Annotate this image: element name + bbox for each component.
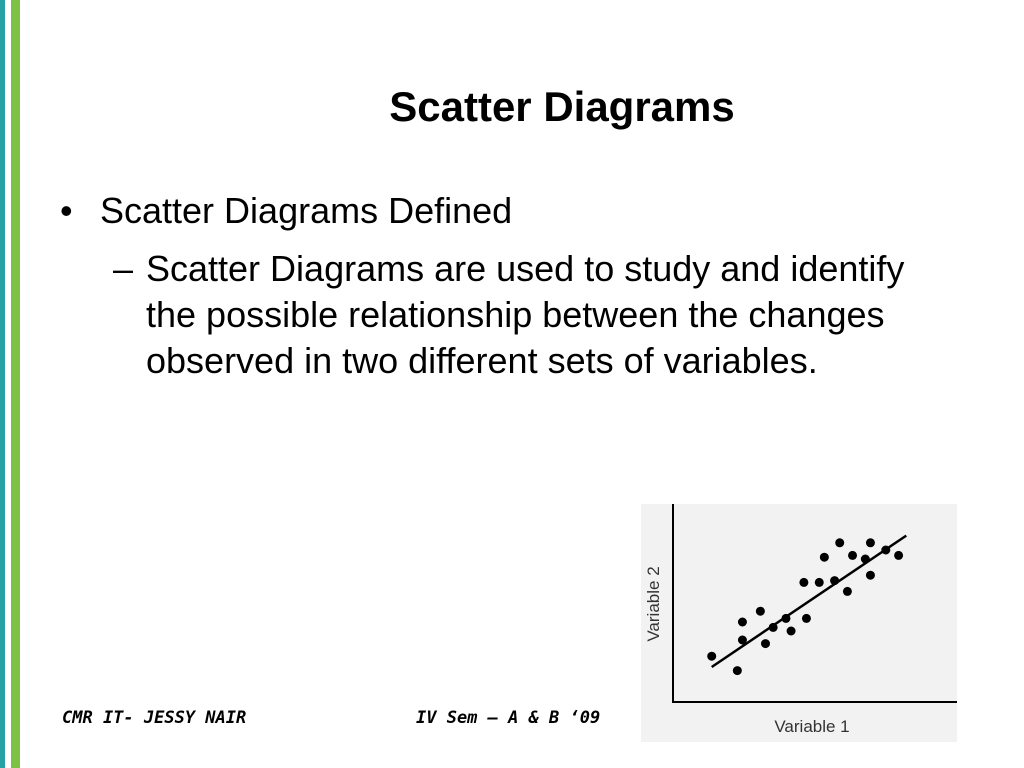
- scatter-point-2: [733, 666, 742, 675]
- footer-mid: IV Sem – A & B ‘09: [416, 708, 601, 728]
- scatter-point-10: [799, 578, 808, 587]
- bullet-text: Scatter Diagrams Defined: [100, 190, 513, 231]
- scatter-point-15: [835, 538, 844, 547]
- scatter-point-16: [843, 587, 852, 596]
- bullet-level-2: [113, 246, 953, 384]
- trend-line: [712, 536, 907, 667]
- scatter-point-21: [881, 546, 890, 555]
- scatter-point-8: [781, 614, 790, 623]
- scatter-point-5: [756, 607, 765, 616]
- scatter-point-17: [848, 551, 857, 560]
- slide-title: Scatter Diagrams: [389, 83, 735, 130]
- bullet-dot: •: [60, 190, 73, 231]
- scatter-point-19: [866, 571, 875, 580]
- x-axis-label: Variable 1: [774, 717, 850, 736]
- scatter-figure: [641, 504, 957, 742]
- scatter-chart: [641, 504, 957, 742]
- scatter-point-9: [787, 627, 796, 636]
- sub-bullet-text: Scatter Diagrams are used to study and identify the possible relationship between the changes observed in two different sets of variables.: [146, 248, 905, 381]
- scatter-point-4: [738, 618, 747, 627]
- y-axis-label: Variable 2: [644, 566, 663, 642]
- scatter-point-18: [861, 555, 870, 564]
- scatter-point-1: [707, 652, 716, 661]
- bullet-dash: –: [113, 248, 134, 289]
- footer-left: CMR IT- JESSY NAIR: [62, 708, 247, 728]
- scatter-point-12: [815, 578, 824, 587]
- scatter-point-22: [894, 551, 903, 560]
- scatter-point-11: [802, 614, 811, 623]
- scatter-point-20: [866, 538, 875, 547]
- scatter-point-14: [830, 576, 839, 585]
- bullet-level-1: [60, 188, 512, 234]
- scatter-point-7: [769, 623, 778, 632]
- scatter-point-6: [761, 639, 770, 648]
- scatter-point-13: [820, 553, 829, 562]
- scatter-point-3: [738, 636, 747, 645]
